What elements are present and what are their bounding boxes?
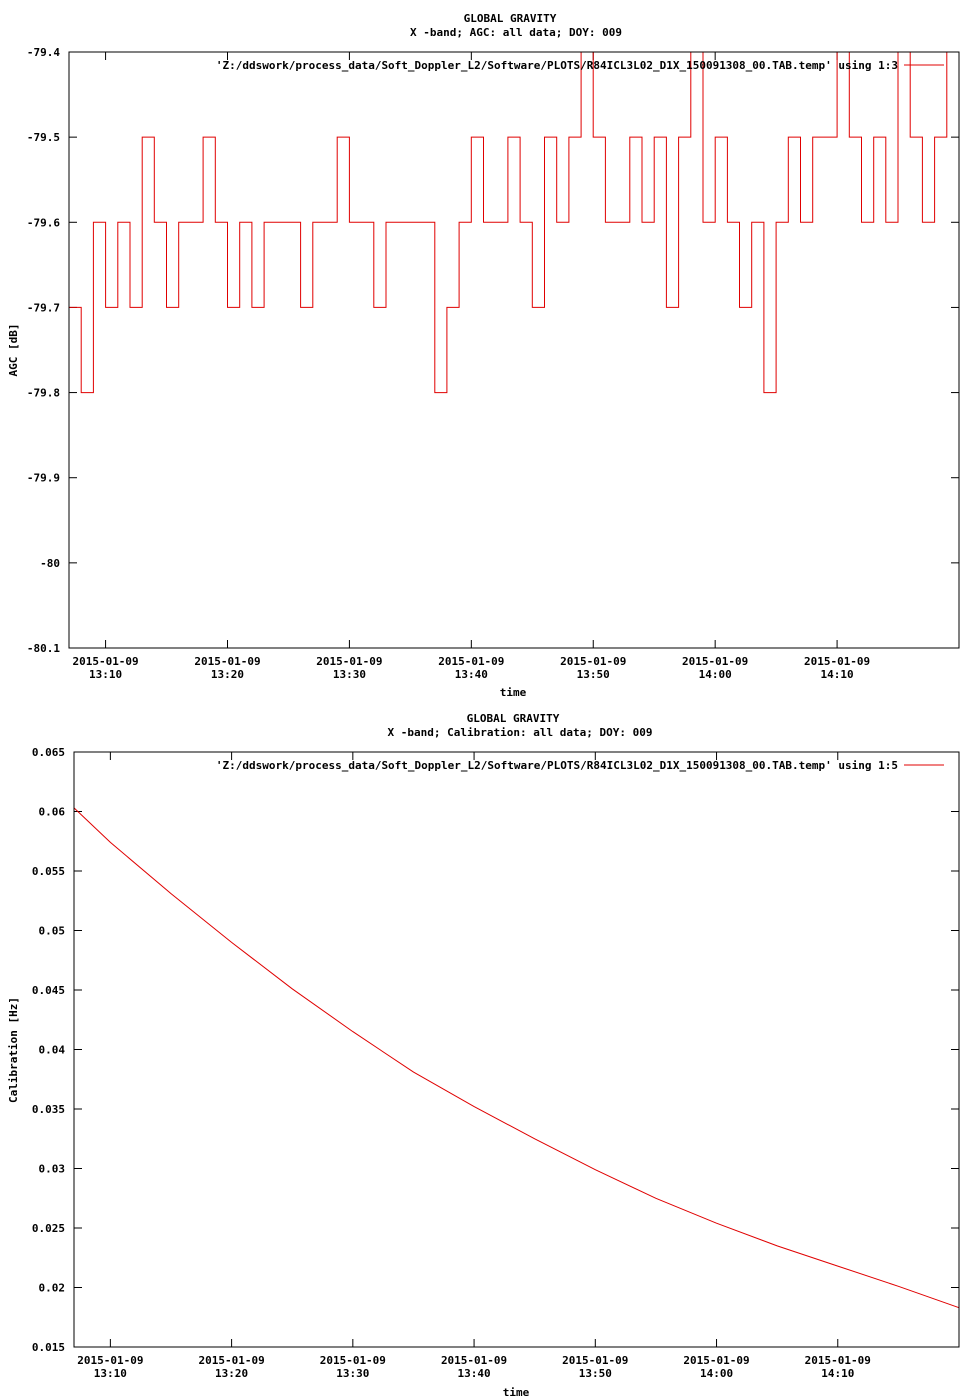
x-tick-time: 13:50 (576, 668, 610, 681)
plot-frame (69, 52, 959, 648)
x-tick-time: 13:10 (89, 668, 123, 681)
y-tick-label: 0.05 (38, 924, 65, 938)
x-tick-time: 14:10 (821, 1367, 855, 1380)
plot-area (69, 52, 959, 648)
x-tick-time: 13:30 (336, 1367, 370, 1380)
y-tick-label: -79.6 (26, 216, 60, 230)
x-tick-date: 2015-01-09 (316, 655, 383, 668)
legend-label: 'Z:/ddswork/process_data/Soft_Doppler_L2/Software/PLOTS/R84ICL3L02_D1X_150091308_00.TAB.temp' using 1:5 (215, 759, 898, 772)
x-tick-time: 13:20 (215, 1367, 249, 1380)
y-axis-label: AGC [dB] (7, 323, 20, 377)
y-tick-label: -79.9 (26, 471, 60, 485)
y-tick-label: 0.03 (38, 1162, 65, 1176)
x-tick-time: 13:40 (454, 668, 488, 681)
y-tick-label: 0.065 (31, 746, 65, 759)
x-tick-date: 2015-01-09 (319, 1354, 386, 1367)
x-tick-date: 2015-01-09 (438, 655, 505, 668)
y-tick-label: 0.02 (38, 1281, 65, 1295)
x-tick-time: 13:10 (93, 1367, 127, 1380)
y-tick-label: -80.1 (26, 642, 60, 655)
x-tick-date: 2015-01-09 (72, 655, 139, 668)
plot-area (74, 808, 959, 1308)
series-line (74, 808, 959, 1308)
y-tick-label: 0.025 (31, 1222, 65, 1235)
chart-title: GLOBAL GRAVITY (463, 12, 557, 25)
x-tick-time: 13:30 (332, 668, 366, 681)
y-tick-label: -79.5 (26, 131, 60, 145)
y-axis-label: Calibration [Hz] (7, 997, 20, 1103)
x-tick-date: 2015-01-09 (683, 1354, 750, 1367)
y-tick-label: -80 (40, 556, 60, 570)
y-tick-label: -79.4 (26, 46, 60, 59)
legend-label: 'Z:/ddswork/process_data/Soft_Doppler_L2/Software/PLOTS/R84ICL3L02_D1X_150091308_00.TAB.temp' using 1:3 (215, 59, 898, 72)
chart-subtitle: X -band; AGC: all data; DOY: 009 (410, 26, 622, 39)
y-ticks (32, 746, 959, 1354)
series-line (69, 52, 959, 648)
calibration-chart (0, 700, 980, 1400)
x-tick-date: 2015-01-09 (560, 655, 627, 668)
x-tick-time: 13:40 (457, 1367, 491, 1380)
y-tick-label: 0.055 (31, 865, 65, 878)
plot-frame (74, 752, 959, 1347)
x-tick-date: 2015-01-09 (803, 655, 871, 668)
x-tick-date: 2015-01-09 (194, 655, 261, 668)
x-ticks (77, 752, 871, 1380)
chart-subtitle: X -band; Calibration: all data; DOY: 009 (387, 726, 653, 739)
x-tick-date: 2015-01-09 (562, 1354, 629, 1367)
x-tick-date: 2015-01-09 (804, 1354, 871, 1367)
x-tick-time: 14:00 (699, 1367, 734, 1380)
x-tick-date: 2015-01-09 (682, 655, 749, 668)
y-tick-label: 0.06 (38, 805, 65, 819)
y-tick-label: 0.015 (31, 1341, 65, 1354)
y-tick-label: -79.7 (26, 301, 60, 315)
x-axis-label: time (502, 1386, 530, 1399)
x-tick-date: 2015-01-09 (77, 1354, 144, 1367)
y-tick-label: 0.035 (31, 1103, 65, 1116)
x-tick-date: 2015-01-09 (198, 1354, 265, 1367)
x-tick-date: 2015-01-09 (440, 1354, 508, 1367)
x-tick-time: 13:20 (210, 668, 245, 681)
x-tick-time: 14:10 (820, 668, 854, 681)
x-axis-label: time (499, 686, 527, 699)
y-tick-label: 0.04 (38, 1043, 65, 1057)
chart-title: GLOBAL GRAVITY (466, 712, 560, 725)
x-tick-time: 14:00 (698, 668, 732, 681)
y-tick-label: 0.045 (31, 984, 65, 997)
x-tick-time: 13:50 (578, 1367, 612, 1380)
y-tick-label: -79.8 (26, 386, 60, 400)
